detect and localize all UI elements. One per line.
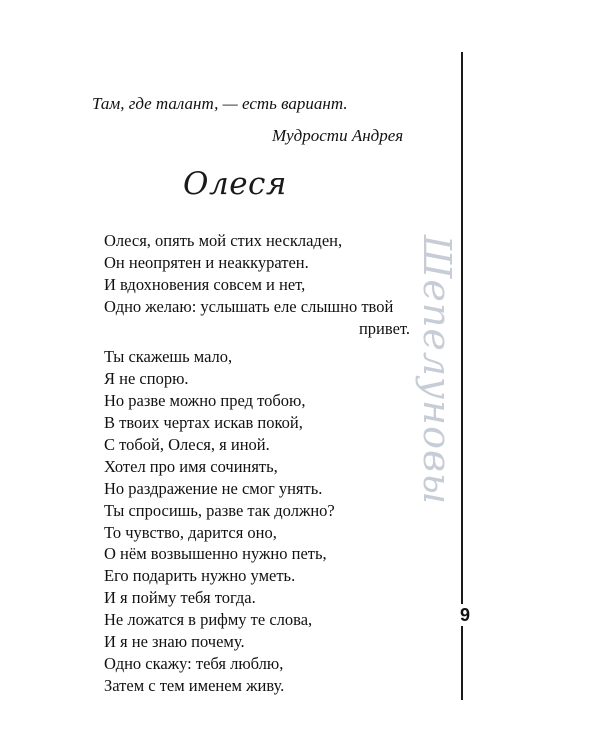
poem-line: В твоих чертах искав покой, (104, 413, 303, 433)
page-number: 9 (459, 605, 470, 625)
poem-line: Олеся, опять мой стих нескладен, (104, 231, 343, 250)
poem-line: Но раздражение не смог унять. (104, 478, 323, 498)
poem-line: Затем с тем именем живу. (104, 675, 285, 695)
poem-line: Я не спорю. (104, 369, 189, 389)
margin-divider-line (461, 52, 463, 700)
poem-line: С тобой, Олеся, я иной. (104, 435, 270, 455)
poem-line: Ты скажешь мало, (104, 347, 233, 367)
poem-line: То чувство, дарится оно, (104, 522, 277, 542)
epigraph-quote: Там, где талант, — есть вариант. (92, 94, 348, 113)
poem-line: Одно желаю: услышать еле слышно твой (104, 296, 394, 316)
stanza-1 (104, 230, 424, 339)
poem-line: И вдохновения совсем и нет, (104, 274, 306, 294)
poem-line: Но разве можно пред тобою, (104, 391, 306, 411)
poem-line: Не ложатся в рифму те слова, (104, 610, 313, 630)
stanza-2 (104, 346, 424, 696)
poem-line: О нём возвышенно нужно петь, (104, 544, 327, 564)
poem-line: Хотел про имя сочинять, (104, 456, 278, 476)
epigraph-author: Мудрости Андрея (272, 126, 404, 145)
poem-line-continuation: привет. (358, 318, 410, 338)
poem-title: Олеся (183, 166, 287, 202)
poem-line: Его подарить нужно уметь. (104, 566, 296, 586)
poem-line: И я пойму тебя тогда. (104, 588, 256, 608)
poem-line: Одно скажу: тебя люблю, (104, 653, 284, 673)
poem-line: И я не знаю почему. (104, 632, 245, 652)
poem-line: Ты спросишь, разве так должно? (104, 500, 335, 520)
poem-body (104, 230, 424, 704)
side-running-title: Шепелуновы (415, 235, 459, 506)
poem-line: Он неопрятен и неаккуратен. (104, 252, 309, 272)
